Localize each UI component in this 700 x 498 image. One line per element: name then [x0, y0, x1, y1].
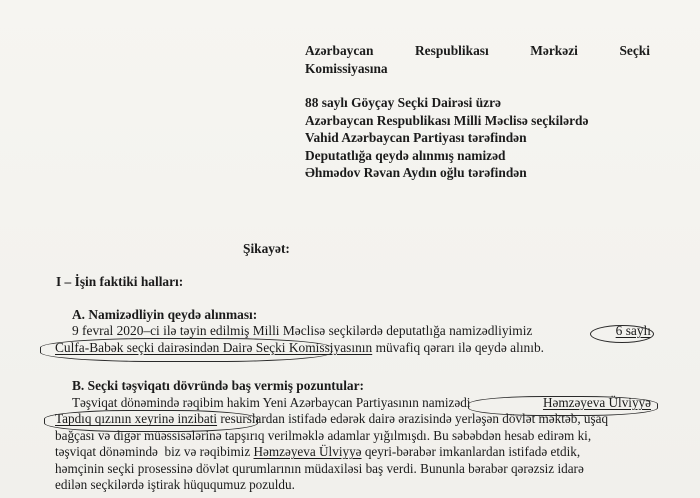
recipient-word: Respublikası — [415, 43, 489, 58]
paragraph-line: edilən seçkilərdə iştirak hüququmuz pozuldu. — [55, 477, 295, 493]
line-text: müvafiq qərarı ilə qeydə alınıb. — [372, 340, 545, 355]
subsection-a-paragraph — [55, 322, 651, 356]
recipient-line-1 — [305, 42, 650, 60]
paragraph-line: bağçası və digər müəssisələrinə tapşırıq verilməklə adamlar yığılmışdı. Bu səbəbdən hesab edirəm ki, — [55, 427, 592, 443]
marked-text: Həmzəyeva Ülviyyə — [253, 444, 362, 460]
paragraph-line: həmçinin seçki prosessinə dövlət qurumlarının müdaxiləsi baş verdi. Bununla bərabər qərəzsiz idarə — [55, 460, 584, 476]
line-text: 9 fevral 2020–ci ilə təyin edilmiş Milli Məclisə seçkilərdə deputatlığa namizədliyimiz — [72, 323, 533, 338]
marked-text: Tapdıq qızının xeyrinə inzibati — [55, 411, 218, 427]
recipient-word: Seçki — [619, 43, 650, 58]
line-text: resurslardan istifadə edərək dairə ərazisində yerləşən dövlət məktəb, uşaq — [217, 411, 609, 427]
subsection-b-paragraph — [55, 395, 651, 493]
marked-text: Həmzəyeva Ülviyyə — [542, 395, 651, 410]
paragraph-line — [55, 411, 651, 427]
marked-text: 6 saylı — [615, 323, 651, 338]
paragraph-line — [55, 444, 651, 460]
address-gap — [305, 77, 650, 94]
sender-line: Azərbaycan Respublikası Milli Məclisə seçkilərdə — [305, 112, 589, 128]
sender-line: Əhmədov Rəvan Aydın oğlu tərəfindən — [305, 165, 527, 180]
recipient-word: Mərkəzi — [530, 43, 578, 58]
subsection-a-heading: A. Namizədliyin qeydə alınması: — [72, 307, 258, 322]
section-heading: I – İşin faktiki halları: — [56, 274, 184, 289]
line-text: təşviqat dönəmində biz və rəqibimiz — [55, 444, 254, 460]
line-text: qeyri-bərabər imkanlardan istifadə etdik, — [361, 444, 581, 460]
sender-line: Vahid Azərbaycan Partiyası tərəfindən — [305, 130, 527, 145]
address-block — [305, 42, 650, 182]
line-text: Təşviqat dönəmində rəqibim hakim Yeni Azərbaycan Partiyasının namizədi — [72, 395, 474, 410]
recipient-word: Azərbaycan — [305, 43, 374, 58]
sender-line: Deputatlığa qeydə alınmış namizəd — [305, 147, 506, 163]
paragraph-line — [55, 395, 651, 411]
subsection-b-heading: B. Seçki təşviqatı dövründə baş vermiş pozuntular: — [72, 378, 365, 393]
marked-text: Culfa-Babək seçki dairəsindən Dairə Seçki Komissiyasının — [55, 340, 373, 355]
paragraph-line — [55, 322, 651, 339]
paragraph-line — [55, 339, 651, 356]
document-title: Şikayət: — [243, 241, 290, 256]
recipient-line-2: Komissiyasına — [305, 60, 388, 76]
sender-line: 88 saylı Göyçay Seçki Dairəsi üzrə — [305, 95, 501, 110]
